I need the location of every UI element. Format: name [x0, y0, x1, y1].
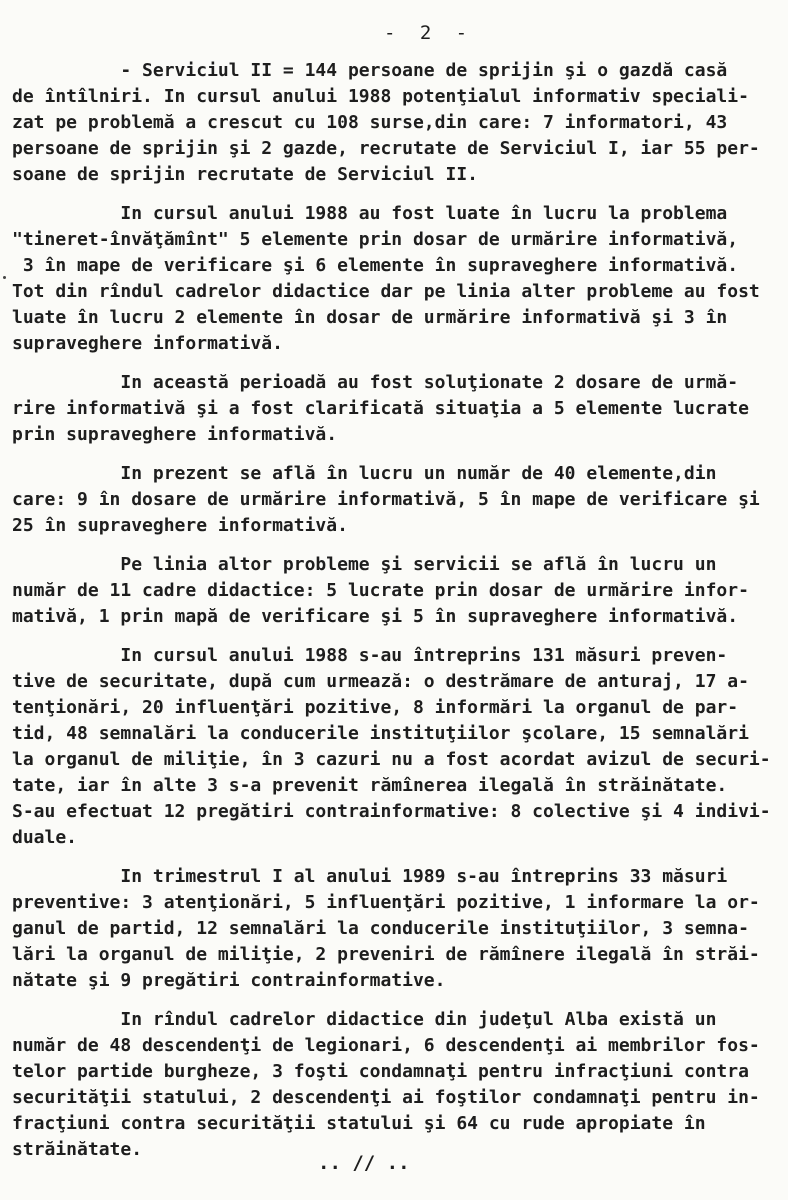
- text-line: străinătate.: [12, 1139, 143, 1160]
- text-line: In cursul anului 1988 au fost luate în lucru la problema: [12, 203, 728, 224]
- paragraph: [12, 864, 782, 994]
- paragraph: [12, 1007, 782, 1163]
- text-line: supraveghere informativă.: [12, 333, 283, 354]
- document-body: [12, 58, 782, 1176]
- paragraph: [12, 552, 782, 630]
- paragraph: [12, 461, 782, 539]
- text-line: de întîlniri. In cursul anului 1988 potenţialul informativ speciali-: [12, 86, 749, 107]
- text-line: tive de securitate, după cum urmează: o destrămare de anturaj, 17 a-: [12, 671, 749, 692]
- text-line: 3 în mape de verificare şi 6 elemente în supraveghere informativă.: [12, 255, 739, 276]
- text-line: Tot din rîndul cadrelor didactice dar pe linia alter probleme au fost: [12, 281, 760, 302]
- text-line: - Serviciul II = 144 persoane de sprijin şi o gazdă casă: [12, 60, 728, 81]
- text-line: Pe linia altor probleme şi servicii se află în lucru un: [12, 554, 717, 575]
- text-line: număr de 11 cadre didactice: 5 lucrate prin dosar de urmărire infor-: [12, 580, 749, 601]
- text-line: zat pe problemă a crescut cu 108 surse,din care: 7 informatori, 43: [12, 112, 728, 133]
- text-line: tate, iar în alte 3 s-a prevenit rămînerea ilegală în străinătate.: [12, 775, 728, 796]
- text-line: In prezent se află în lucru un număr de 40 elemente,din: [12, 463, 717, 484]
- text-line: duale.: [12, 827, 78, 848]
- text-line: nătate şi 9 pregătiri contrainformative.: [12, 970, 446, 991]
- text-line: care: 9 în dosare de urmărire informativă, 5 în mape de verificare şi: [12, 489, 760, 510]
- text-line: tenţionări, 20 influenţări pozitive, 8 informări la organul de par-: [12, 697, 739, 718]
- text-line: 25 în supraveghere informativă.: [12, 515, 348, 536]
- margin-speck: [3, 276, 6, 279]
- paragraph: [12, 58, 782, 188]
- text-line: persoane de sprijin şi 2 gazde, recrutate de Serviciul I, iar 55 per-: [12, 138, 760, 159]
- text-line: la organul de miliţie, în 3 cazuri nu a fost acordat avizul de securi-: [12, 749, 771, 770]
- text-line: In această perioadă au fost soluţionate 2 dosare de urmă-: [12, 372, 739, 393]
- text-line: preventive: 3 atenţionări, 5 influenţări pozitive, 1 informare la or-: [12, 892, 760, 913]
- paragraph: [12, 201, 782, 357]
- text-line: securităţii statului, 2 descendenţi ai foştilor condamnaţi pentru in-: [12, 1087, 760, 1108]
- text-line: In rîndul cadrelor didactice din judeţul Alba există un: [12, 1009, 717, 1030]
- paragraph: [12, 643, 782, 851]
- text-line: In cursul anului 1988 s-au întreprins 131 măsuri preven-: [12, 645, 728, 666]
- page-number: - 2 -: [384, 22, 468, 44]
- text-line: telor partide burgheze, 3 foşti condamnaţi pentru infracţiuni contra: [12, 1061, 749, 1082]
- text-line: luate în lucru 2 elemente în dosar de urmărire informativă şi 3 în: [12, 307, 728, 328]
- text-line: rire informativă şi a fost clarificată situaţia a 5 elemente lucrate: [12, 398, 749, 419]
- text-line: mativă, 1 prin mapă de verificare şi 5 în supraveghere informativă.: [12, 606, 739, 627]
- text-line: ganul de partid, 12 semnalări la conducerile instituţiilor, 3 semna-: [12, 918, 749, 939]
- text-line: S-au efectuat 12 pregătiri contrainformative: 8 colective şi 4 indivi-: [12, 801, 771, 822]
- text-line: număr de 48 descendenţi de legionari, 6 descendenţi ai membrilor fos-: [12, 1035, 760, 1056]
- text-line: tid, 48 semnalări la conducerile instituţiilor şcolare, 15 semnalări: [12, 723, 749, 744]
- text-line: prin supraveghere informativă.: [12, 424, 338, 445]
- text-line: "tineret-învăţămînt" 5 elemente prin dosar de urmărire informativă,: [12, 229, 739, 250]
- text-line: soane de sprijin recrutate de Serviciul II.: [12, 164, 478, 185]
- text-line: lări la organul de miliţie, 2 preveniri de rămînere ilegală în străi-: [12, 944, 760, 965]
- paragraph: [12, 370, 782, 448]
- text-line: fracţiuni contra securităţii statului şi 64 cu rude apropiate în: [12, 1113, 706, 1134]
- text-line: In trimestrul I al anului 1989 s-au întreprins 33 măsuri: [12, 866, 728, 887]
- continuation-mark: .. // ..: [318, 1152, 410, 1174]
